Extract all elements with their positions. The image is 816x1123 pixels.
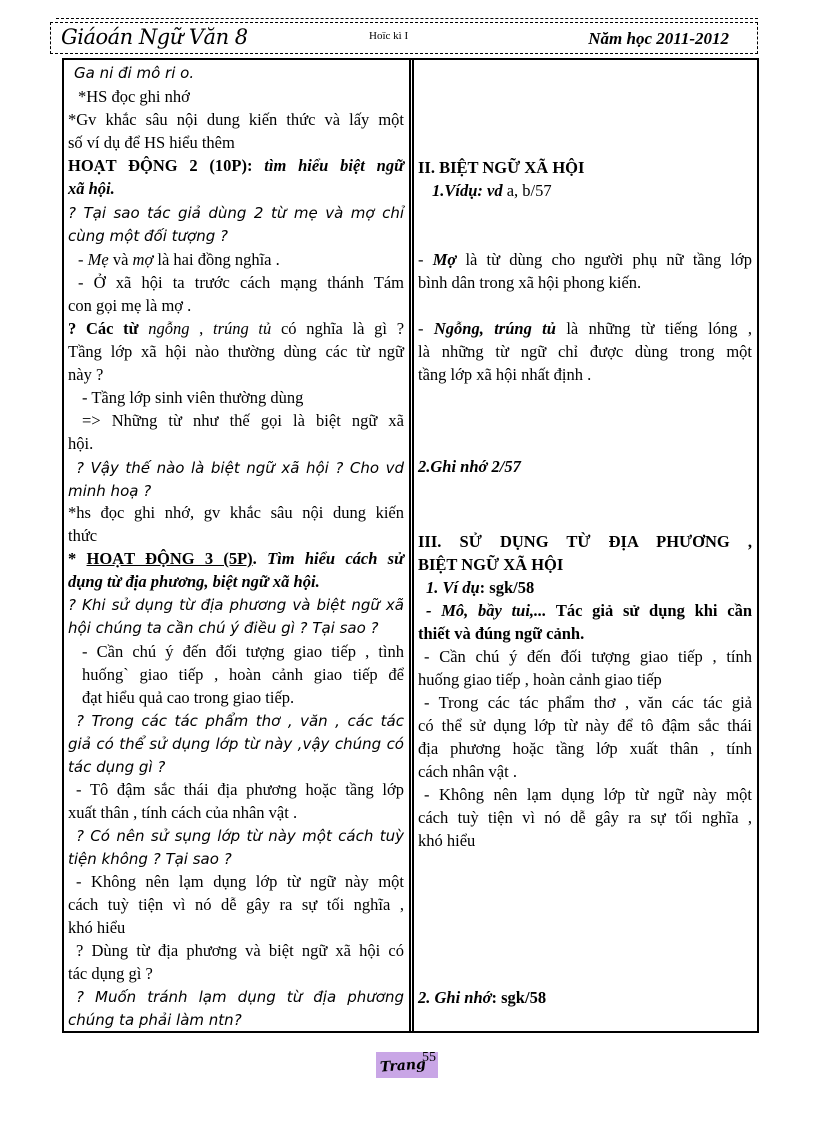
text-line: đạt hiểu quả cao trong giao tiếp. — [82, 688, 295, 707]
text-line: này ? — [68, 365, 104, 384]
text-line: là những từ ngữ chỉ được dùng trong một — [418, 342, 752, 361]
text-line: hội. — [68, 434, 94, 453]
text-line: khó hiểu — [68, 918, 126, 937]
text-line: 1. Ví dụ: sgk/58 — [426, 578, 535, 597]
text-line: xuất thân , tính cách của nhân vật . — [68, 803, 298, 822]
text-line: - Không nên lạm dụng lớp từ ngữ này một — [76, 872, 404, 891]
text-line: thức — [68, 526, 98, 545]
question-line: ? Trong các tác phẩm thơ , văn , các tác — [76, 712, 404, 730]
text-line: bình dân trong xã hội phong kiến. — [418, 273, 642, 292]
text-line: - Mô, bầy tui,... Tác giả sử dụng khi cần — [426, 601, 752, 620]
text-line: - Mẹ và mợ là hai đồng nghĩa . — [78, 250, 280, 269]
top-dashed-rule — [56, 18, 758, 19]
text-line: con gọi mẹ là mợ . — [68, 296, 192, 315]
column-divider — [409, 60, 414, 1031]
section-heading: II. BIỆT NGỮ XÃ HỘI — [418, 158, 585, 177]
text-line: Tầng lớp xã hội nào thường dùng các từ ngữ — [68, 342, 404, 361]
text-line: - Cần chú ý đến đối tượng giao tiếp , tình — [82, 642, 404, 661]
text-line: *hs đọc ghi nhớ, gv khắc sâu nội dung kiến — [68, 503, 404, 522]
page-label: Trang — [379, 1056, 427, 1076]
question-line: hội chúng ta cần chú ý điều gì ? Tại sao ? — [68, 619, 379, 637]
text-line: huống giao tiếp , hoàn cảnh giao tiếp — [418, 670, 662, 689]
text-line: - Tô đậm sắc thái địa phương hoặc tầng lớp — [76, 780, 404, 799]
header-subject: Giáoán Ngữ Văn 8 — [61, 25, 248, 49]
question-line: giả có thể sử dụng lớp từ này ,vậy chúng có — [68, 735, 404, 753]
question-line: ? Muốn tránh lạm dụng từ địa phương — [76, 988, 404, 1006]
text-line: cách nhân vật . — [418, 762, 517, 781]
text-line: cách tuỳ tiện vì nó dễ gây ra sự tối nghĩa , — [418, 808, 752, 827]
question-line: cùng một đối tượng ? — [68, 227, 228, 245]
question-line: minh hoạ ? — [68, 482, 152, 500]
text-line: tầng lớp xã hội nhất định . — [418, 365, 592, 384]
text-line: - Mợ là từ dùng cho người phụ nữ tầng lớp — [418, 250, 752, 269]
text-line: xã hội. — [68, 179, 115, 198]
section-heading: BIỆT NGỮ XÃ HỘI — [418, 555, 564, 574]
text-line: có thể sử dụng lớp từ này để tô đậm sắc thái — [418, 716, 752, 735]
text-line: *HS đọc ghi nhớ — [78, 87, 190, 106]
lesson-table — [62, 58, 759, 1033]
text-line: dụng từ địa phương, biệt ngữ xã hội. — [68, 572, 320, 591]
text-line: khó hiểu — [418, 831, 476, 850]
page-number: 55 — [422, 1050, 436, 1065]
page-header — [50, 22, 758, 54]
question-line: ? Khi sử dụng từ địa phương và biệt ngữ xã — [68, 596, 404, 614]
header-school-year: Năm học 2011-2012 — [588, 29, 729, 48]
question-line: ? Vậy thế nào là biệt ngữ xã hội ? Cho vd — [76, 459, 404, 477]
text-line: - Tầng lớp sinh viên thường dùng — [82, 388, 304, 407]
question-line: tiện không ? Tại sao ? — [68, 850, 232, 868]
text-line: thiết và đúng ngữ cảnh. — [418, 624, 585, 643]
header-term: Hoïc kì I — [369, 30, 409, 42]
text-line: - Ở xã hội ta trước cách mạng thánh Tám — [78, 273, 404, 292]
page-number-badge — [376, 1052, 438, 1078]
text-line: *Gv khắc sâu nội dung kiến thức và lấy một — [68, 110, 404, 129]
question-line: ? Có nên sử sụng lớp từ này một cách tuỳ — [76, 827, 404, 845]
section-heading: III. SỬ DỤNG TỪ ĐỊA PHƯƠNG , — [418, 532, 752, 551]
question-line: tác dụng gì ? — [68, 758, 166, 776]
section-heading: 2. Ghi nhớ: sgk/58 — [418, 988, 547, 1007]
text-line: ? Dùng từ địa phương và biệt ngữ xã hội có — [76, 941, 404, 960]
text-line: => Những từ như thế gọi là biệt ngữ xã — [82, 411, 404, 430]
text-line: - Ngỗng, trúng tủ là những từ tiếng lóng , — [418, 319, 752, 338]
activity-heading: * HOẠT ĐỘNG 3 (5P). Tìm hiểu cách sử — [68, 549, 404, 568]
question-line: ? Các từ ngỗng , trúng tủ có nghĩa là gì ? — [68, 319, 405, 338]
text-line: cách tuỳ tiện vì nó dễ gây ra sự tối nghĩa , — [68, 895, 404, 914]
text-line: - Không nên lạm dụng lớp từ ngữ này một — [424, 785, 752, 804]
question-line: ? Tại sao tác giả dùng 2 từ mẹ và mợ chỉ — [68, 204, 404, 222]
text-line: tác dụng gì ? — [68, 964, 153, 983]
text-line: số ví dụ để HS hiểu thêm — [68, 133, 235, 152]
text-line: Ga ni đi mô ri o. — [74, 64, 195, 82]
text-line: địa phương hoặc tầng lớp xuất thân , tính — [418, 739, 752, 758]
text-line: - Cần chú ý đến đối tượng giao tiếp , tính — [424, 647, 752, 666]
text-line: - Trong các tác phẩm thơ , văn các tác giả — [424, 693, 752, 712]
text-line: huống` giao tiếp , hoàn cảnh giao tiếp để — [82, 665, 404, 684]
section-heading: 2.Ghi nhớ 2/57 — [418, 457, 521, 476]
text-line: 1.Vídụ: vd a, b/57 — [432, 181, 552, 200]
activity-heading: HOẠT ĐỘNG 2 (10P): tìm hiểu biệt ngữ — [68, 156, 404, 175]
question-line: chúng ta phải làm ntn? — [68, 1011, 242, 1029]
